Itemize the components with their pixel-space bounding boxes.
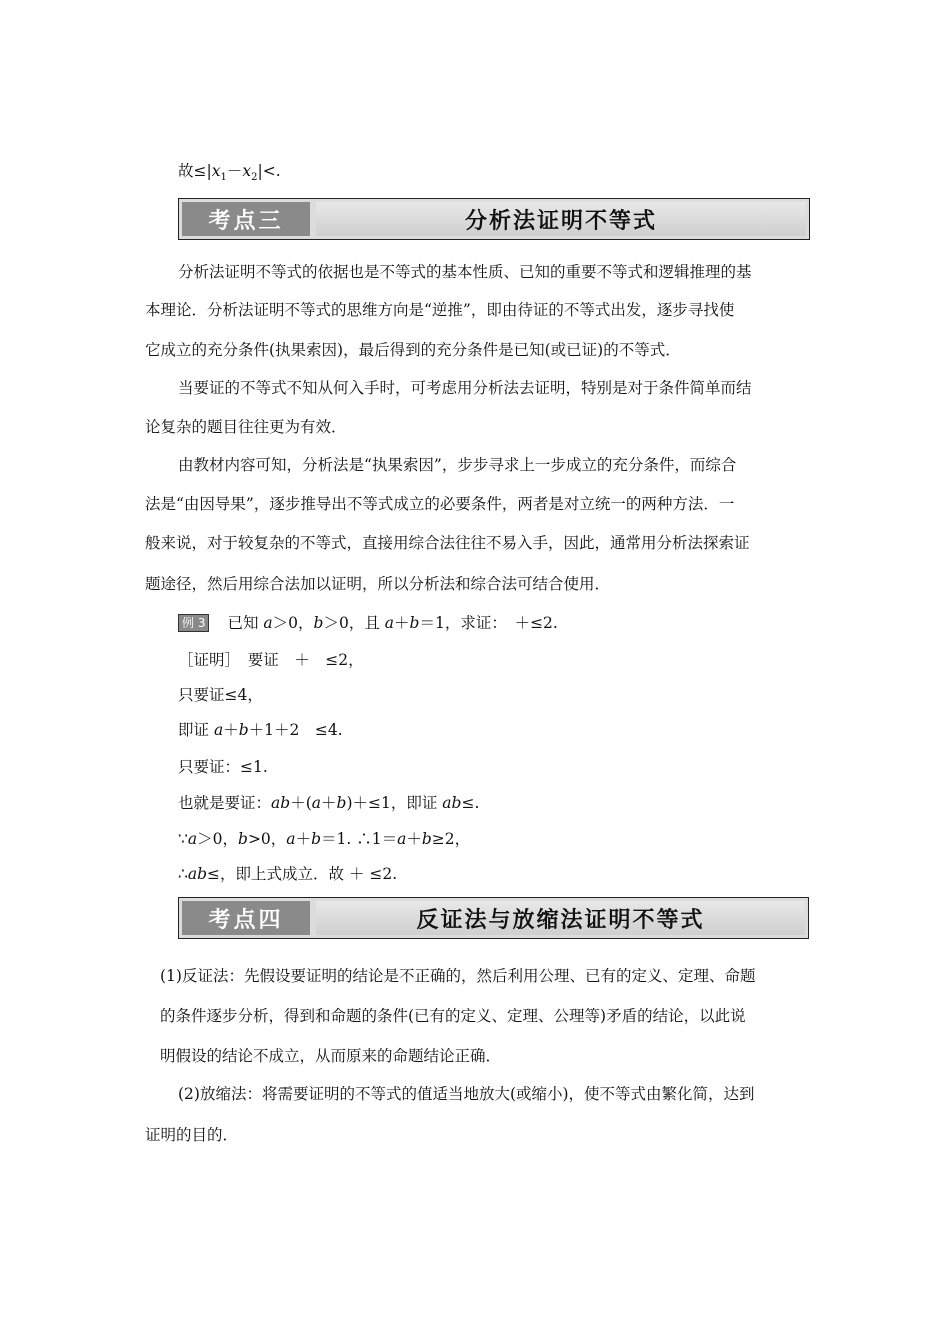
text: ＋1＋2 ≤4.: [248, 721, 343, 739]
subscript: 2: [251, 172, 258, 184]
section-banner-3: [178, 198, 810, 240]
proof-line: [178, 829, 470, 849]
proof-line: 只要证≤4，: [178, 686, 263, 704]
paragraph-line: 的条件逐步分析，得到和命题的条件(已有的定义、定理、公理等)矛盾的结论，以此说: [160, 1007, 746, 1025]
text: ＞0，: [272, 614, 314, 632]
var: a: [213, 721, 224, 739]
text: ＋: [321, 794, 337, 812]
text: ＝1. ∴1＝: [321, 830, 398, 848]
text: 故≤: [178, 162, 207, 180]
subscript: 1: [220, 172, 227, 184]
var: x: [242, 162, 252, 180]
var: b: [409, 614, 420, 632]
var: a: [187, 830, 198, 848]
paragraph-line: 般来说，对于较复杂的不等式，直接用综合法往往不易入手，因此，通常用分析法探索证: [145, 534, 750, 552]
example-badge: 例 3: [178, 614, 209, 632]
paragraph-line: 论复杂的题目往往更为有效．: [145, 418, 347, 436]
text: ＋: [295, 830, 312, 848]
proof-line: [178, 864, 397, 884]
section-title: 分析法证明不等式: [316, 202, 806, 236]
var: b: [238, 721, 249, 739]
paragraph-line: 由教材内容可知，分析法是“执果索因”，步步寻求上一步成立的充分条件，而综合: [178, 456, 737, 474]
text: |: [206, 162, 212, 180]
var: b: [336, 794, 347, 812]
var: a: [384, 614, 394, 632]
section-banner-4: [178, 897, 809, 939]
proof-line: 只要证：≤1.: [178, 758, 268, 776]
text: ≥2，: [431, 830, 471, 848]
text: 也就是要证：: [178, 794, 272, 812]
var: b: [421, 830, 432, 848]
text: ≤.: [461, 794, 480, 812]
text: ＝1，求证： ＋≤2.: [419, 614, 558, 632]
section-tag: 考点四: [182, 901, 310, 935]
text: ＋: [406, 830, 422, 848]
paragraph-line: (2)放缩法：将需要证明的不等式的值适当地放大(或缩小)，使不等式由繁化简，达到: [178, 1085, 755, 1103]
proof-line: [178, 720, 343, 740]
var: b: [238, 830, 248, 848]
var: a: [311, 794, 321, 812]
text: ∴: [178, 865, 188, 883]
paragraph-line: 明假设的结论不成立，从而原来的命题结论正确．: [160, 1047, 502, 1065]
text: ＞0，: [197, 830, 238, 848]
text: ＋: [223, 721, 239, 739]
paragraph-line: 法是“由因导果”，逐步推导出不等式成立的必要条件，两者是对立统一的两种方法．一: [145, 495, 735, 513]
paragraph-line: 当要证的不等式不知从何入手时，可考虑用分析法去证明，特别是对于条件简单而结: [178, 379, 752, 397]
text: ＋: [394, 614, 410, 632]
section-title: 反证法与放缩法证明不等式: [316, 901, 805, 935]
formula-line: [178, 161, 281, 188]
text: |: [257, 162, 263, 180]
text: 已知: [227, 614, 264, 632]
var: a: [263, 614, 273, 632]
section-tag: 考点三: [182, 202, 310, 236]
var: b: [313, 614, 324, 632]
var: b: [311, 830, 321, 848]
example-statement: [178, 613, 558, 633]
paragraph-line: 本理论．分析法证明不等式的思维方向是“逆推”，即由待证的不等式出发，逐步寻找使: [145, 301, 735, 319]
paragraph-line: (1)反证法：先假设要证明的结论是不正确的，然后利用公理、已有的定义、定理、命题: [160, 967, 756, 985]
proof-line: [178, 793, 479, 813]
paragraph-line: 题途径，然后用综合法加以证明，所以分析法和综合法可结合使用．: [145, 575, 611, 593]
proof-line: ［证明］ 要证 ＋ ≤2，: [178, 651, 364, 669]
var: ab: [187, 865, 208, 883]
var: x: [211, 162, 221, 180]
text: ＞0，且: [323, 614, 385, 632]
paragraph-line: 证明的目的．: [145, 1126, 239, 1144]
text: ≤，即上式成立．故 ＋ ≤2.: [207, 865, 398, 883]
text: >0，: [247, 830, 287, 848]
var: ab: [271, 794, 291, 812]
paragraph-line: 分析法证明不等式的依据也是不等式的基本性质、已知的重要不等式和逻辑推理的基: [178, 263, 752, 281]
text: ∵: [178, 830, 188, 848]
var: a: [286, 830, 296, 848]
var: a: [397, 830, 407, 848]
text: <.: [262, 162, 281, 180]
text: 即证: [178, 721, 214, 739]
text: ＋(: [290, 794, 312, 812]
var: ab: [442, 794, 462, 812]
text: －: [226, 162, 243, 180]
text: )＋≤1，即证: [346, 794, 443, 812]
paragraph-line: 它成立的充分条件(执果索因)，最后得到的充分条件是已知(或已证)的不等式．: [145, 341, 681, 359]
